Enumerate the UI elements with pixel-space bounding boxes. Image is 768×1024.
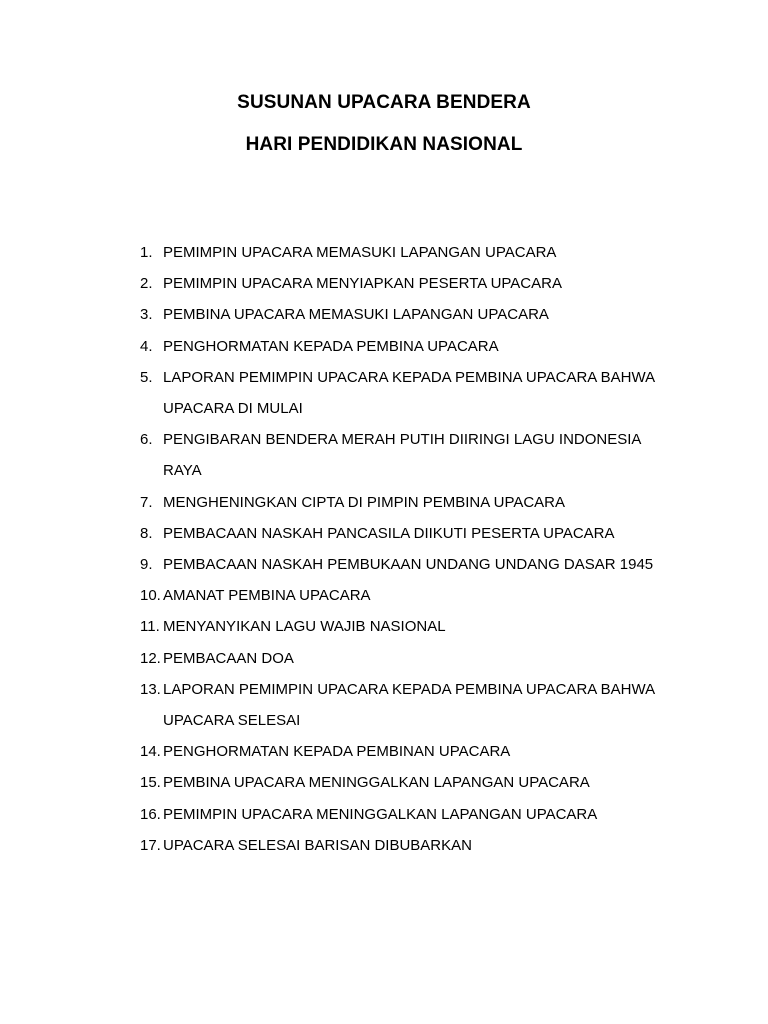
agenda-item-number: 1. [140, 244, 153, 261]
agenda-item [140, 580, 700, 611]
agenda-item-text: LAPORAN PEMIMPIN UPACARA KEPADA PEMBINA UPACARA BAHWA [163, 680, 656, 698]
agenda-item-text: AMANAT PEMBINA UPACARA [163, 587, 371, 605]
agenda-item-number: 10. [140, 587, 161, 605]
agenda-item-text: PEMBINA UPACARA MENINGGALKAN LAPANGAN UPACARA [163, 774, 590, 792]
agenda-item-text: MENYANYIKAN LAGU WAJIB NASIONAL [163, 618, 446, 636]
agenda-item [140, 830, 700, 861]
agenda-item-number: 15. [140, 774, 161, 792]
agenda-item [140, 237, 700, 268]
agenda-item-number: 13. [140, 680, 161, 698]
agenda-item [140, 799, 700, 830]
agenda-item-text: PEMBACAAN NASKAH PANCASILA DIIKUTI PESERTA UPACARA [163, 524, 615, 542]
agenda-item [140, 518, 700, 549]
agenda-item-number: 17. [140, 836, 161, 854]
agenda-item [140, 549, 700, 580]
agenda-item-number: 4. [140, 337, 153, 355]
agenda-item-text: PENGIBARAN BENDERA MERAH PUTIH DIIRINGI LAGU INDONESIA [163, 431, 642, 449]
agenda-item-text: PENGHORMATAN KEPADA PEMBINA UPACARA [163, 337, 499, 355]
agenda-item [140, 299, 700, 330]
agenda-item-text: PENGHORMATAN KEPADA PEMBINAN UPACARA [163, 743, 511, 761]
agenda-item-text: PEMBINA UPACARA MEMASUKI LAPANGAN UPACARA [163, 306, 549, 324]
agenda-item [140, 331, 700, 362]
agenda-item [140, 268, 700, 299]
agenda-item-text: RAYA [163, 462, 202, 480]
agenda-item [140, 674, 700, 736]
agenda-item [140, 736, 700, 767]
agenda-item-text: PEMBACAAN NASKAH PEMBUKAAN UNDANG UNDANG DASAR 1945 [163, 556, 654, 574]
agenda-item [140, 767, 700, 798]
agenda-item-number: 14. [140, 743, 161, 761]
agenda-item-number: 16. [140, 805, 161, 823]
agenda-item [140, 611, 700, 642]
agenda-item [140, 487, 700, 518]
agenda-item-text: UPACARA DI MULAI [163, 400, 303, 418]
agenda-item [140, 643, 700, 674]
agenda-item-text: UPACARA SELESAI BARISAN DIBUBARKAN [163, 836, 472, 854]
document-title: SUSUNAN UPACARA BENDERA [237, 92, 531, 113]
agenda-list [140, 237, 700, 861]
agenda-item-number: 12. [140, 649, 161, 667]
agenda-item-number: 11. [140, 618, 160, 636]
agenda-item-text: UPACARA SELESAI [163, 712, 301, 730]
agenda-item-number: 5. [140, 368, 153, 386]
agenda-item-number: 3. [140, 306, 153, 324]
agenda-item-number: 7. [140, 493, 153, 511]
agenda-item-number: 6. [140, 431, 153, 449]
agenda-item-text: PEMBACAAN DOA [163, 649, 294, 667]
agenda-item-number: 8. [140, 524, 153, 542]
agenda-item-text: MENGHENINGKAN CIPTA DI PIMPIN PEMBINA UPACARA [163, 493, 566, 511]
agenda-item [140, 424, 700, 486]
agenda-item-text: PEMIMPIN UPACARA MEMASUKI LAPANGAN UPACARA [163, 244, 557, 261]
agenda-item [140, 362, 700, 424]
agenda-item-text: PEMIMPIN UPACARA MENINGGALKAN LAPANGAN UPACARA [163, 805, 598, 823]
agenda-item-number: 2. [140, 275, 153, 293]
agenda-item-text: LAPORAN PEMIMPIN UPACARA KEPADA PEMBINA UPACARA BAHWA [163, 368, 656, 386]
document-subtitle: HARI PENDIDIKAN NASIONAL [245, 134, 523, 155]
agenda-item-text: PEMIMPIN UPACARA MENYIAPKAN PESERTA UPACARA [163, 275, 562, 293]
agenda-item-number: 9. [140, 556, 153, 574]
